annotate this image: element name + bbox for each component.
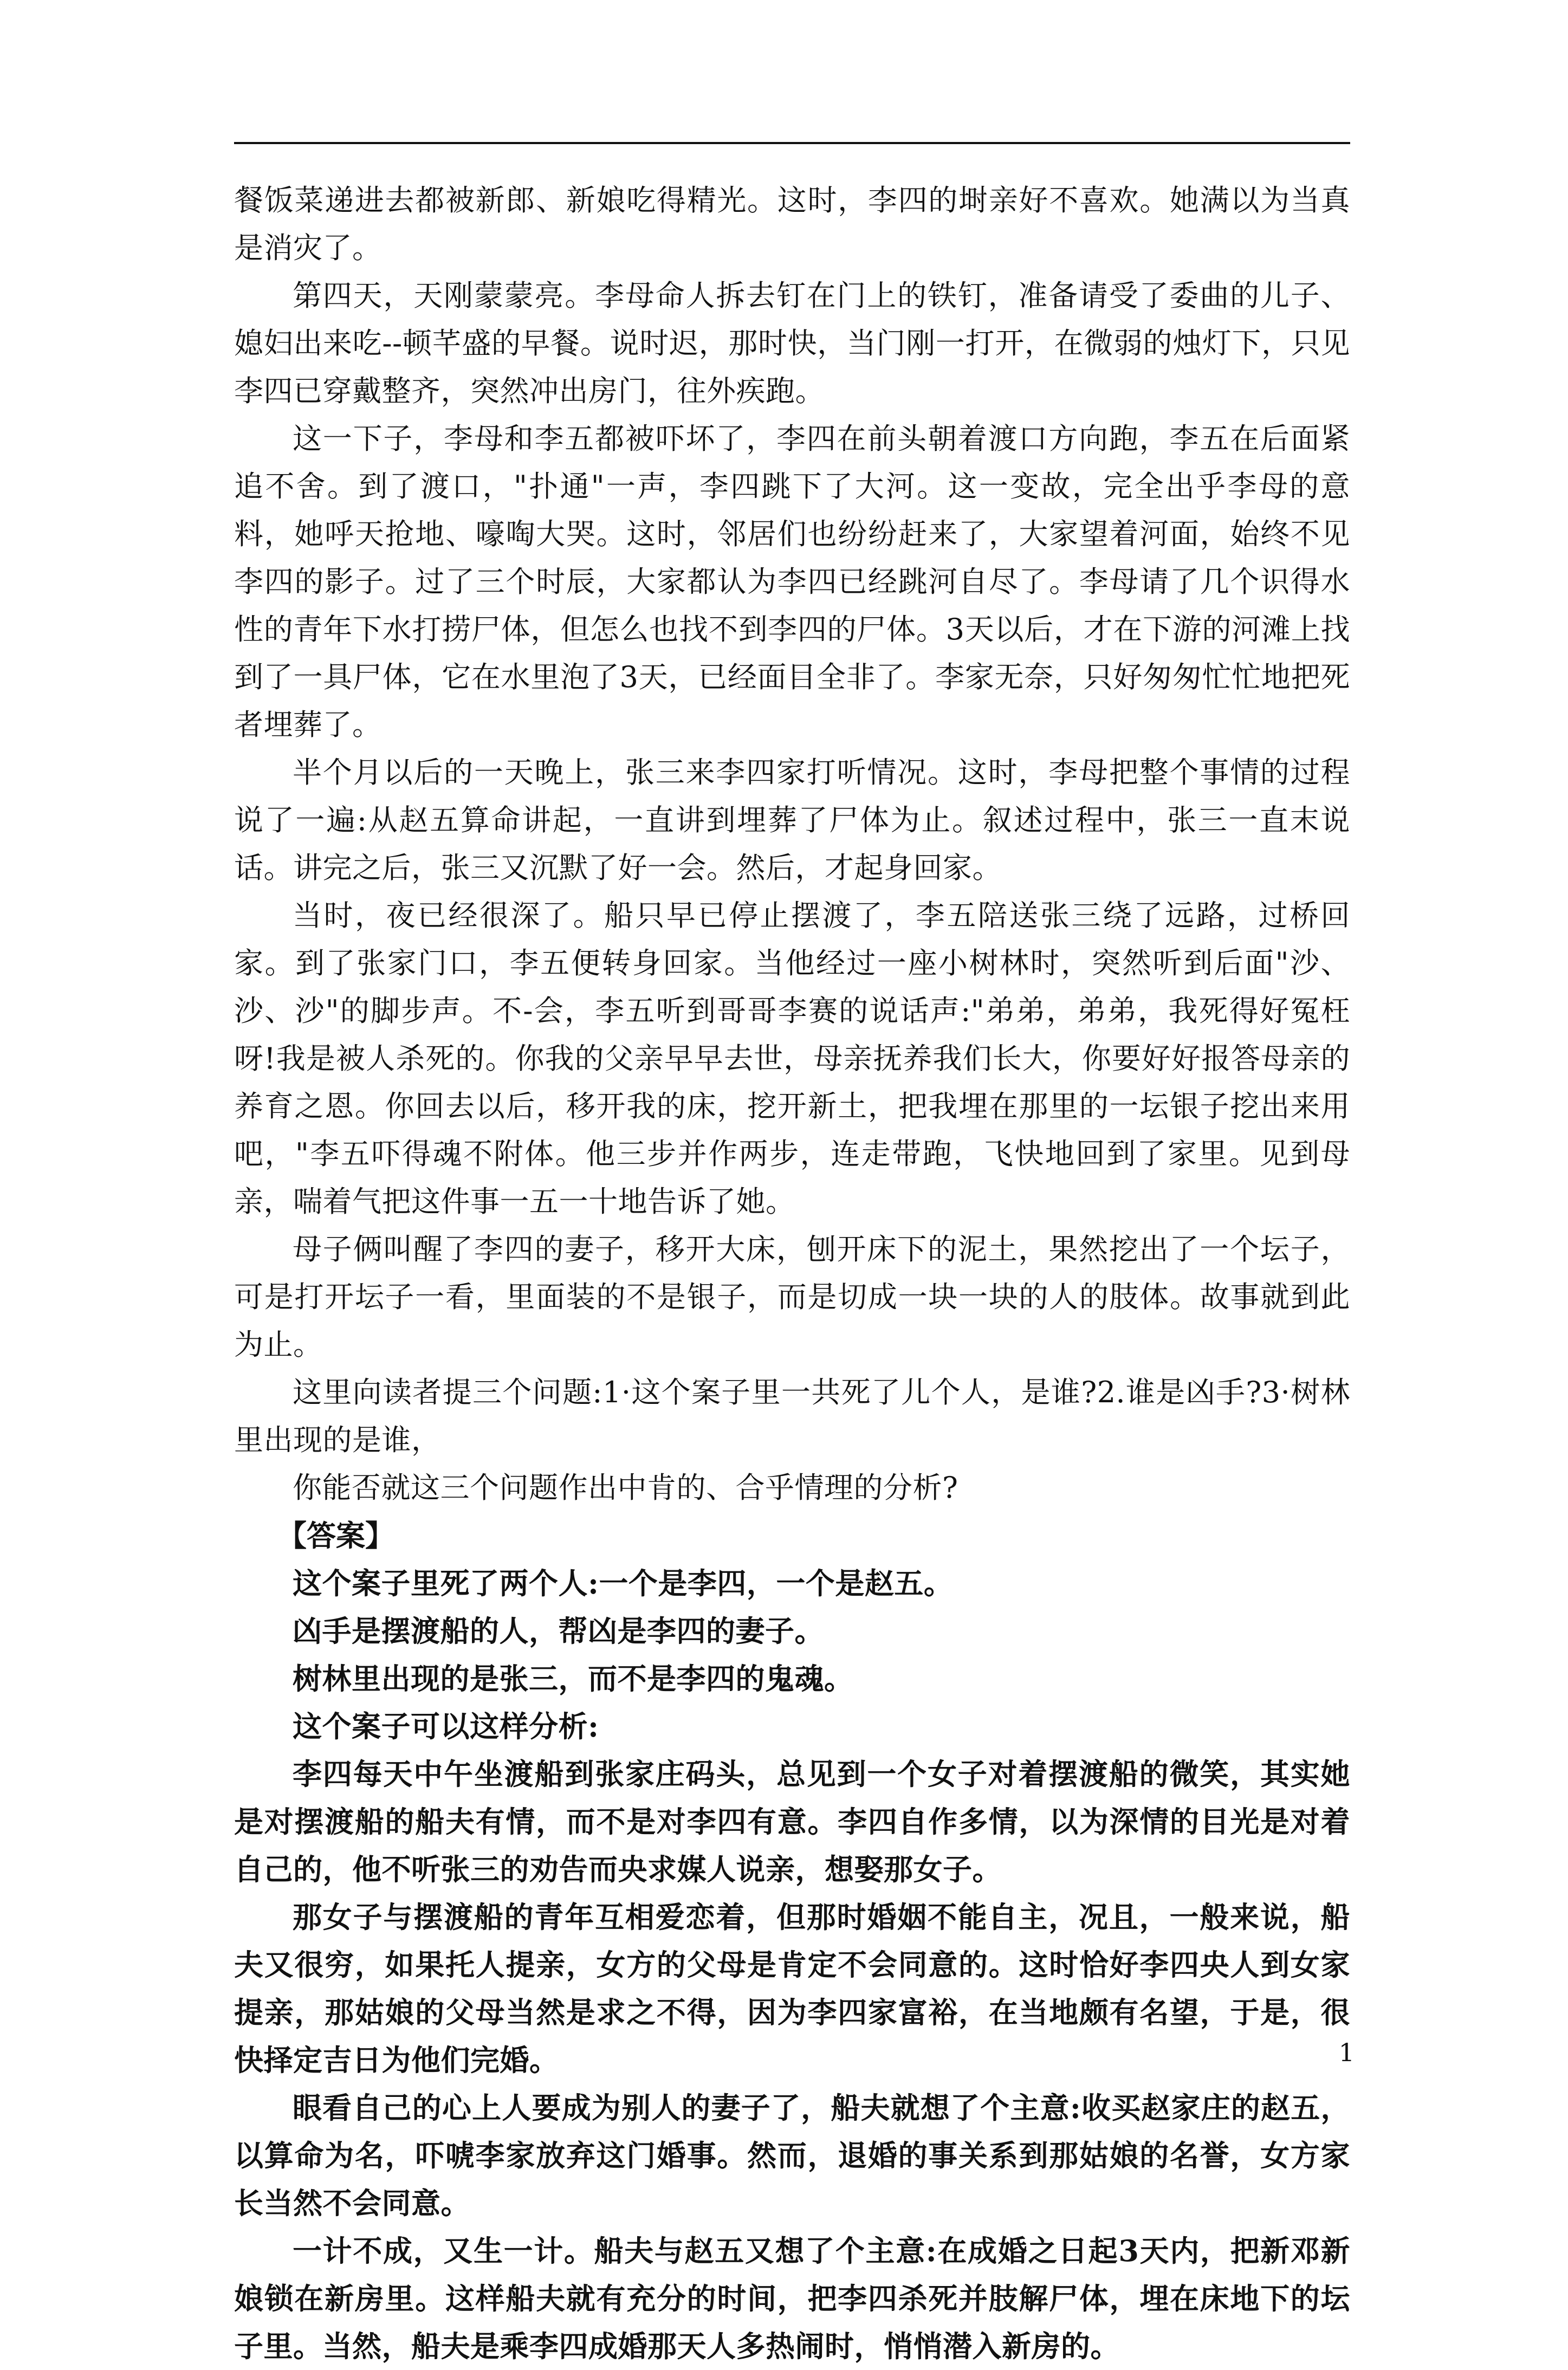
answer-paragraph: 李四每天中午坐渡船到张家庄码头，总见到一个女子对着摆渡船的微笑，其实她是对摆渡船的船夫有情，而不是对李四有意。李四自作多情，以为深情的目光是对着自己的，他不听张三的劝告而央求媒人说亲，想娶那女子。	[234, 1757, 1350, 1887]
answer-paragraph: 眼看自己的心上人要成为别人的妻子了，船夫就想了个主意:收买赵家庄的赵五，以算命为名，吓唬李家放弃这门婚事。然而，退婚的事关系到那姑娘的名誉，女方家长当然不会同意。	[234, 2090, 1350, 2220]
answer-paragraph: 一计不成，又生一计。船夫与赵五又想了个主意:在成婚之日起3天内，把新邓新娘锁在新房里。这样船夫就有充分的时间，把李四杀死并肢解尸体，埋在床地下的坛子里。当然，船夫是乘李四成婚那天人多热闹时，悄悄潜入新房的。	[234, 2233, 1350, 2363]
header-rule	[234, 142, 1350, 144]
paragraph: 母子俩叫醒了李四的妻子，移开大床，刨开床下的泥土，果然挖出了一个坛子，可是打开坛子一看，里面装的不是银子，而是切成一块一块的人的肢体。故事就到此为止。	[234, 1232, 1350, 1362]
answer-paragraph: 这个案子可以这样分析:	[293, 1709, 599, 1744]
answer-paragraph: 那女子与摆渡船的青年互相爱恋着，但那时婚姻不能自主，况且，一般来说，船夫又很穷，如果托人提亲，女方的父母是肯定不会同意的。这时恰好李四央人到女家提亲，那姑娘的父母当然是求之不得，因为李四家富裕，在当地颇有名望，于是，很快择定吉日为他们完婚。	[234, 1900, 1350, 2077]
paragraph: 这一下子，李母和李五都被吓坏了，李四在前头朝着渡口方向跑，李五在后面紧追不舍。到了渡口，"扑通"一声，李四跳下了大河。这一变故，完全出乎李母的意料，她呼天抢地、嚎啕大哭。这时，邻居们也纷纷赶来了，大家望着河面，始终不见李四的影子。过了三个时辰，大家都认为李四已经跳河自尽了。李母请了几个识得水性的青年下水打捞尸体，但怎么也找不到李四的尸体。3天以后，才在下游的河滩上找到了一具尸体，它在水里泡了3天，已经面目全非了。李家无奈，只好匆匆忙忙地把死者埋葬了。	[234, 422, 1350, 742]
paragraph: 半个月以后的一天晚上，张三来李四家打听情况。这时，李母把整个事情的过程说了一遍:从赵五算命讲起，一直讲到埋葬了尸体为止。叙述过程中，张三一直末说话。讲完之后，张三又沉默了好一会。然后，才起身回家。	[234, 755, 1350, 885]
page-number: 1	[1338, 2038, 1355, 2067]
answer-paragraph: 凶手是摆渡船的人，帮凶是李四的妻子。	[293, 1614, 824, 1648]
paragraph: 第四天，天刚蒙蒙亮。李母命人拆去钉在门上的铁钉，准备请受了委曲的儿子、媳妇出来吃--顿芊盛的早餐。说时迟，那时快，当门刚一打开，在微弱的烛灯下，只见李四已穿戴整齐，突然冲出房门，往外疾跑。	[234, 279, 1350, 408]
paragraph: 你能否就这三个问题作出中肯的、合乎情理的分析?	[293, 1471, 958, 1505]
answer-heading: 【答案】	[277, 1518, 394, 1553]
answer-paragraph: 这个案子里死了两个人:一个是李四，一个是赵五。	[293, 1566, 954, 1601]
paragraph: 这里向读者提三个问题:1·这个案子里一共死了儿个人，是谁?2.谁是凶手?3·树林里出现的是谁，	[234, 1375, 1350, 1457]
paragraph: 当时，夜已经很深了。船只早已停止摆渡了，李五陪送张三绕了远路，过桥回家。到了张家门口，李五便转身回家。当他经过一座小树林时，突然听到后面"沙、沙、沙"的脚步声。不-会，李五听到哥哥李赛的说话声:"弟弟，弟弟，我死得好冤枉呀!我是被人杀死的。你我的父亲早早去世，母亲抚养我们长大，你要好好报答母亲的养育之恩。你回去以后，移开我的床，挖开新土，把我埋在那里的一坛银子挖出来用吧，"李五吓得魂不附体。他三步并作两步，连走带跑，飞快地回到了家里。见到母亲，喘着气把这件事一五一十地告诉了她。	[234, 898, 1350, 1219]
paragraph: 餐饭菜递进去都被新郎、新娘吃得精光。这时，李四的埘亲好不喜欢。她满以为当真是消灾了。	[234, 183, 1350, 265]
document-body	[234, 177, 1350, 2370]
answer-paragraph: 树林里出现的是张三，而不是李四的鬼魂。	[293, 1661, 854, 1696]
